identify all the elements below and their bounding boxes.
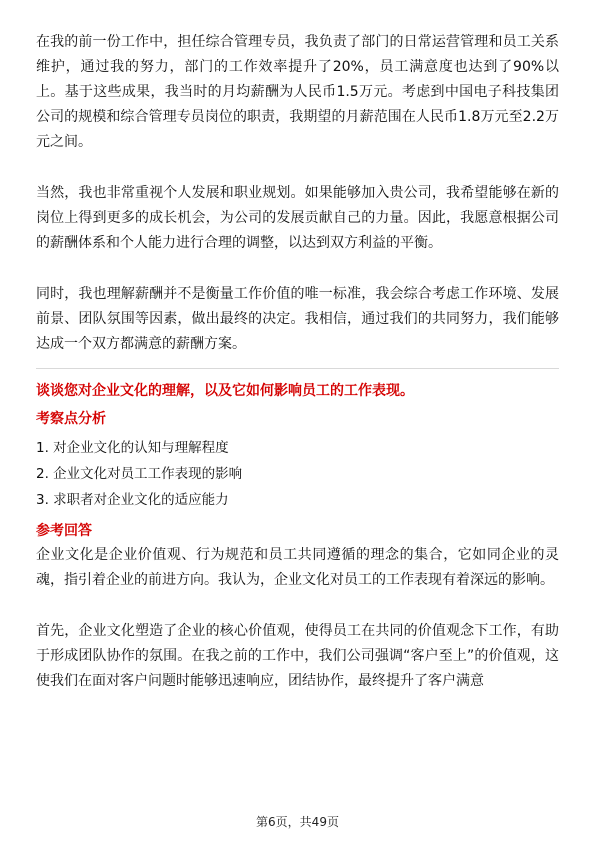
question-heading: 谈谈您对企业文化的理解，以及它如何影响员工的工作表现。 <box>36 383 414 399</box>
list-item: 1. 对企业文化的认知与理解程度 <box>36 440 229 456</box>
answer-paragraph-definition: 企业文化是企业价值观、行为规范和员工共同遵循的理念的集合，它如同企业的灵魂，指引着企业的前进方向。我认为，企业文化对员工的工作表现有着深远的影响。 <box>36 547 559 588</box>
analysis-title: 考察点分析 <box>36 411 106 427</box>
list-item: 2. 企业文化对员工工作表现的影响 <box>36 466 243 482</box>
answer-paragraph-values: 首先，企业文化塑造了企业的核心价值观，使得员工在共同的价值观念下工作，有助于形成团队协作的氛围。在我之前的工作中，我们公司强调“客户至上”的价值观，这使我们在面对客户问题时能够迅速响应，团结协作，最终提升了客户满意 <box>36 623 559 689</box>
analysis-list <box>36 435 559 513</box>
answer-title: 参考回答 <box>36 523 92 539</box>
document-page <box>36 30 559 694</box>
paragraph-development: 当然，我也非常重视个人发展和职业规划。如果能够加入贵公司，我希望能够在新的岗位上得到更多的成长机会，为公司的发展贡献自己的力量。因此，我愿意根据公司的薪酬体系和个人能力进行合理的调整，以达到双方利益的平衡。 <box>36 185 559 251</box>
spacer <box>36 256 559 282</box>
paragraph-salary-criteria: 同时，我也理解薪酬并不是衡量工作价值的唯一标准，我会综合考虑工作环境、发展前景、团队氛围等因素，做出最终的决定。我相信，通过我们的共同努力，我们能够达成一个双方都满意的薪酬方案。 <box>36 286 559 352</box>
paragraph-salary-history: 在我的前一份工作中，担任综合管理专员，我负责了部门的日常运营管理和员工关系维护，通过我的努力，部门的工作效率提升了20%，员工满意度也达到了90%以上。基于这些成果，我当时的月均薪酬为人民币1.5万元。考虑到中国电子科技集团公司的规模和综合管理专员岗位的职责，我期望的月薪范围在人民币1.8万元至2.2万元之间。 <box>36 34 559 150</box>
spacer <box>36 155 559 181</box>
list-item: 3. 求职者对企业文化的适应能力 <box>36 492 229 508</box>
spacer <box>36 593 559 619</box>
section-divider <box>36 368 559 369</box>
page-number: 第6页，共49页 <box>256 815 339 829</box>
